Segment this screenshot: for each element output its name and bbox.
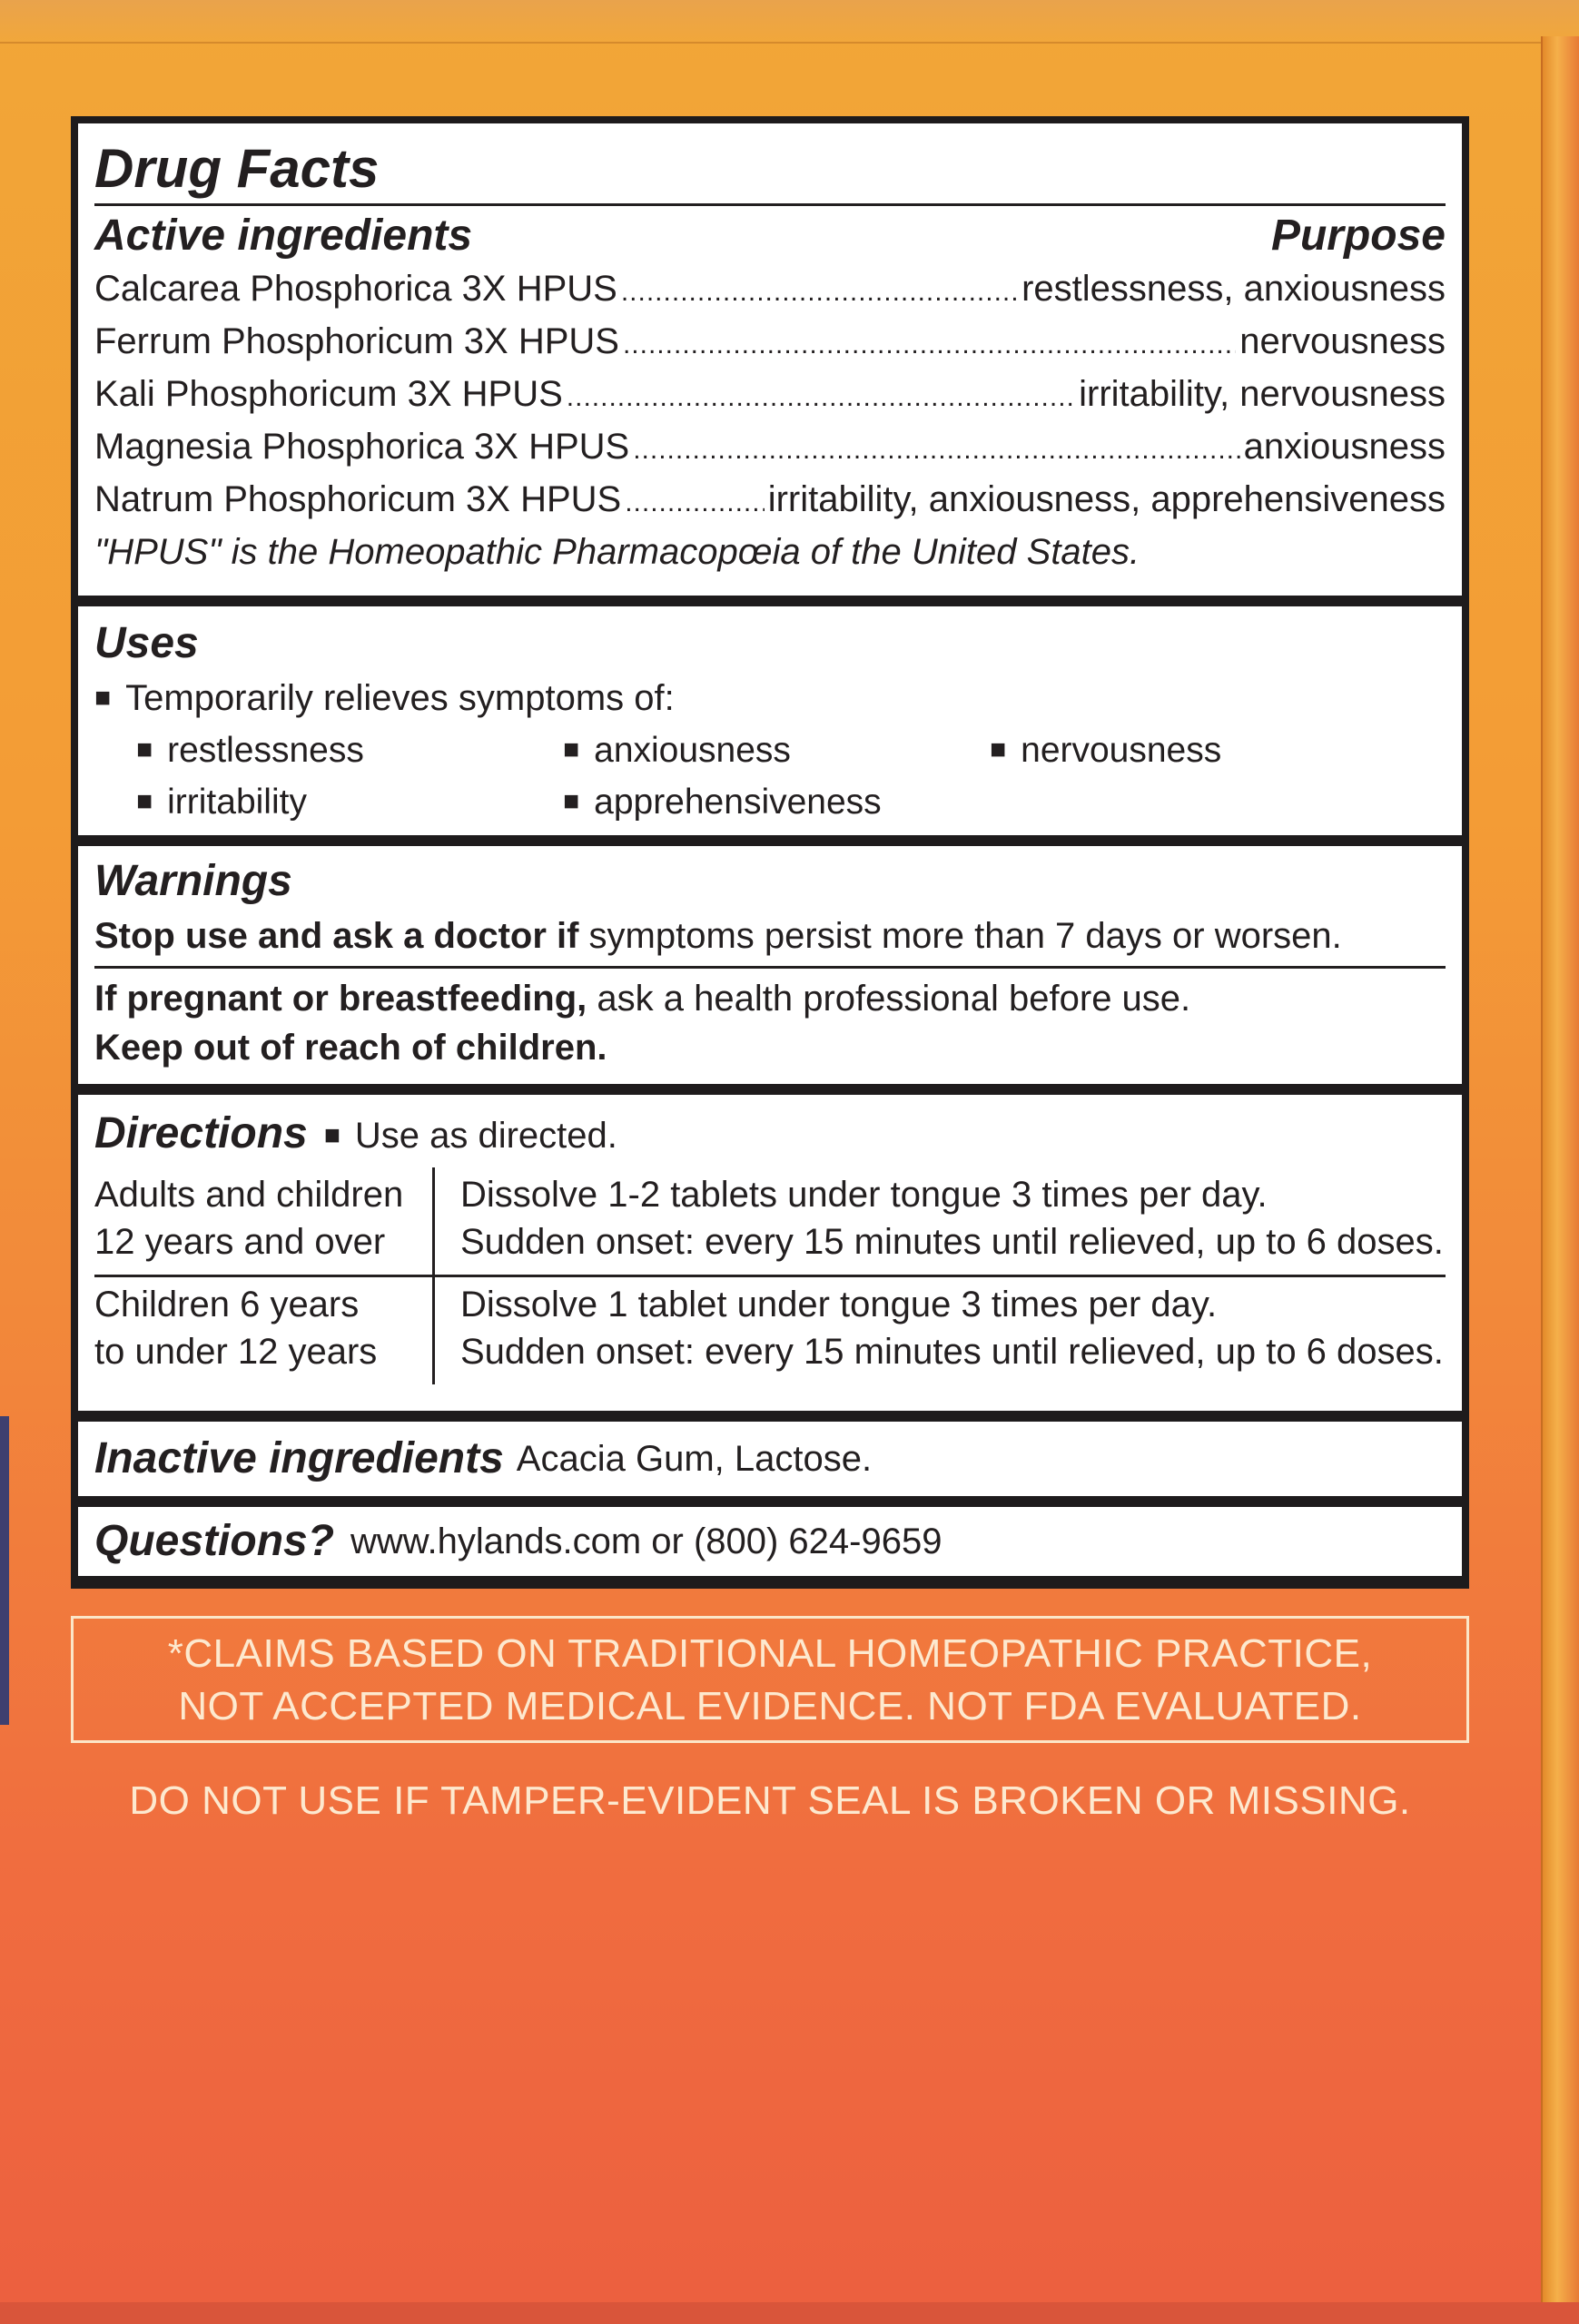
uses-heading: Uses (94, 619, 199, 667)
active-header-row (94, 210, 1446, 262)
ingredient-name: Natrum Phosphoricum 3X HPUS (94, 479, 622, 519)
tamper-notice: DO NOT USE IF TAMPER-EVIDENT SEAL IS BROKEN OR MISSING. (129, 1778, 1411, 1823)
symptom-label: apprehensiveness (594, 783, 882, 822)
box-left-stripe (0, 1416, 9, 1725)
ingredient-row (94, 262, 1446, 315)
ingredient-row (94, 368, 1446, 420)
questions-heading: Questions? (94, 1517, 335, 1565)
purpose-heading: Purpose (1270, 212, 1446, 260)
symptom-item (136, 726, 563, 778)
pregnancy-bold: If pregnant or breastfeeding, (94, 979, 587, 1019)
dosage-line: Sudden onset: every 15 minutes until relieved, up to 6 doses. (460, 1222, 1444, 1262)
questions-contact: www.hylands.com or (800) 624-9659 (350, 1521, 942, 1561)
keep-out-text: Keep out of reach of children. (94, 1028, 607, 1068)
table-row (94, 1276, 1446, 1385)
ingredient-row (94, 420, 1446, 473)
age-group-line: to under 12 years (94, 1332, 378, 1372)
inactive-heading: Inactive ingredients (94, 1434, 504, 1482)
symptom-item (990, 726, 1353, 778)
ingredient-name: Magnesia Phosphorica 3X HPUS (94, 427, 630, 467)
directions-header (94, 1104, 1446, 1164)
uses-intro (94, 674, 1446, 726)
symptom-item (563, 778, 990, 830)
dosage-cell (434, 1276, 1446, 1385)
dosage-line: Sudden onset: every 15 minutes until relieved, up to 6 doses. (460, 1332, 1444, 1372)
ingredient-name: Calcarea Phosphorica 3X HPUS (94, 269, 617, 309)
questions-section (78, 1507, 1462, 1576)
age-group-cell (94, 1167, 434, 1276)
stop-use-bold: Stop use and ask a doctor if (94, 916, 579, 956)
uses-intro-text: Temporarily relieves symptoms of: (125, 678, 675, 718)
ingredient-purpose: restlessness, anxiousness (1021, 269, 1446, 309)
table-row (94, 1167, 1446, 1276)
directions-heading: Directions (94, 1109, 308, 1157)
stop-use-warning (94, 911, 1446, 960)
dot-leader (633, 420, 1239, 473)
title-divider (94, 203, 1446, 206)
warnings-section (78, 846, 1462, 1084)
active-ingredients-heading: Active ingredients (94, 212, 473, 260)
claims-line: NOT ACCEPTED MEDICAL EVIDENCE. NOT FDA EVALUATED. (178, 1684, 1362, 1728)
directions-intro-text: Use as directed. (354, 1116, 617, 1156)
box-side-edge (1541, 36, 1579, 2306)
ingredient-row (94, 473, 1446, 526)
box-bottom-edge (0, 2302, 1579, 2324)
symptom-list (136, 726, 1446, 830)
drug-facts-panel (71, 116, 1469, 1589)
symptom-item (136, 778, 563, 830)
box-top-edge (0, 0, 1579, 44)
uses-section (78, 606, 1462, 835)
symptom-item (563, 726, 990, 778)
symptom-label: nervousness (1021, 731, 1222, 770)
active-ingredients-section (78, 123, 1462, 596)
ingredient-row (94, 315, 1446, 368)
ingredient-purpose: irritability, nervousness (1079, 374, 1446, 414)
claims-disclaimer-box (71, 1616, 1469, 1743)
age-group-line: Children 6 years (94, 1285, 360, 1324)
ingredient-purpose: anxiousness (1243, 427, 1446, 467)
hpus-note: "HPUS" is the Homeopathic Pharmacopœia of the United States. (94, 532, 1140, 572)
dot-leader (625, 473, 764, 526)
dosage-line: Dissolve 1 tablet under tongue 3 times per day. (460, 1285, 1218, 1324)
stop-use-text: symptoms persist more than 7 days or worsen. (578, 916, 1342, 956)
inactive-ingredients-section (78, 1422, 1462, 1496)
pregnancy-warning (94, 974, 1446, 1023)
age-group-line: 12 years and over (94, 1222, 386, 1262)
dosage-cell (434, 1167, 1446, 1276)
claims-line: *CLAIMS BASED ON TRADITIONAL HOMEOPATHIC PRACTICE, (167, 1631, 1373, 1676)
warnings-divider (94, 966, 1446, 969)
drug-facts-title: Drug Facts (94, 138, 380, 199)
pregnancy-text: ask a health professional before use. (587, 979, 1191, 1019)
children-warning (94, 1023, 1446, 1072)
symptom-label: anxiousness (594, 731, 791, 770)
directions-section (78, 1095, 1462, 1411)
ingredient-purpose: nervousness (1239, 321, 1446, 361)
dot-leader (623, 315, 1236, 368)
inactive-text: Acacia Gum, Lactose. (516, 1439, 873, 1479)
symptom-label: restlessness (167, 731, 364, 770)
symptom-label: irritability (167, 783, 307, 822)
dot-leader (567, 368, 1075, 420)
directions-intro (324, 1111, 617, 1164)
ingredient-name: Ferrum Phosphoricum 3X HPUS (94, 321, 619, 361)
ingredient-purpose: irritability, anxiousness, apprehensiveness (767, 479, 1446, 519)
age-group-line: Adults and children (94, 1175, 404, 1215)
dosage-line: Dissolve 1-2 tablets under tongue 3 times per day. (460, 1175, 1268, 1215)
warnings-heading: Warnings (94, 857, 292, 905)
ingredient-name: Kali Phosphoricum 3X HPUS (94, 374, 563, 414)
directions-table (94, 1167, 1446, 1384)
dot-leader (621, 262, 1018, 315)
age-group-cell (94, 1276, 434, 1385)
